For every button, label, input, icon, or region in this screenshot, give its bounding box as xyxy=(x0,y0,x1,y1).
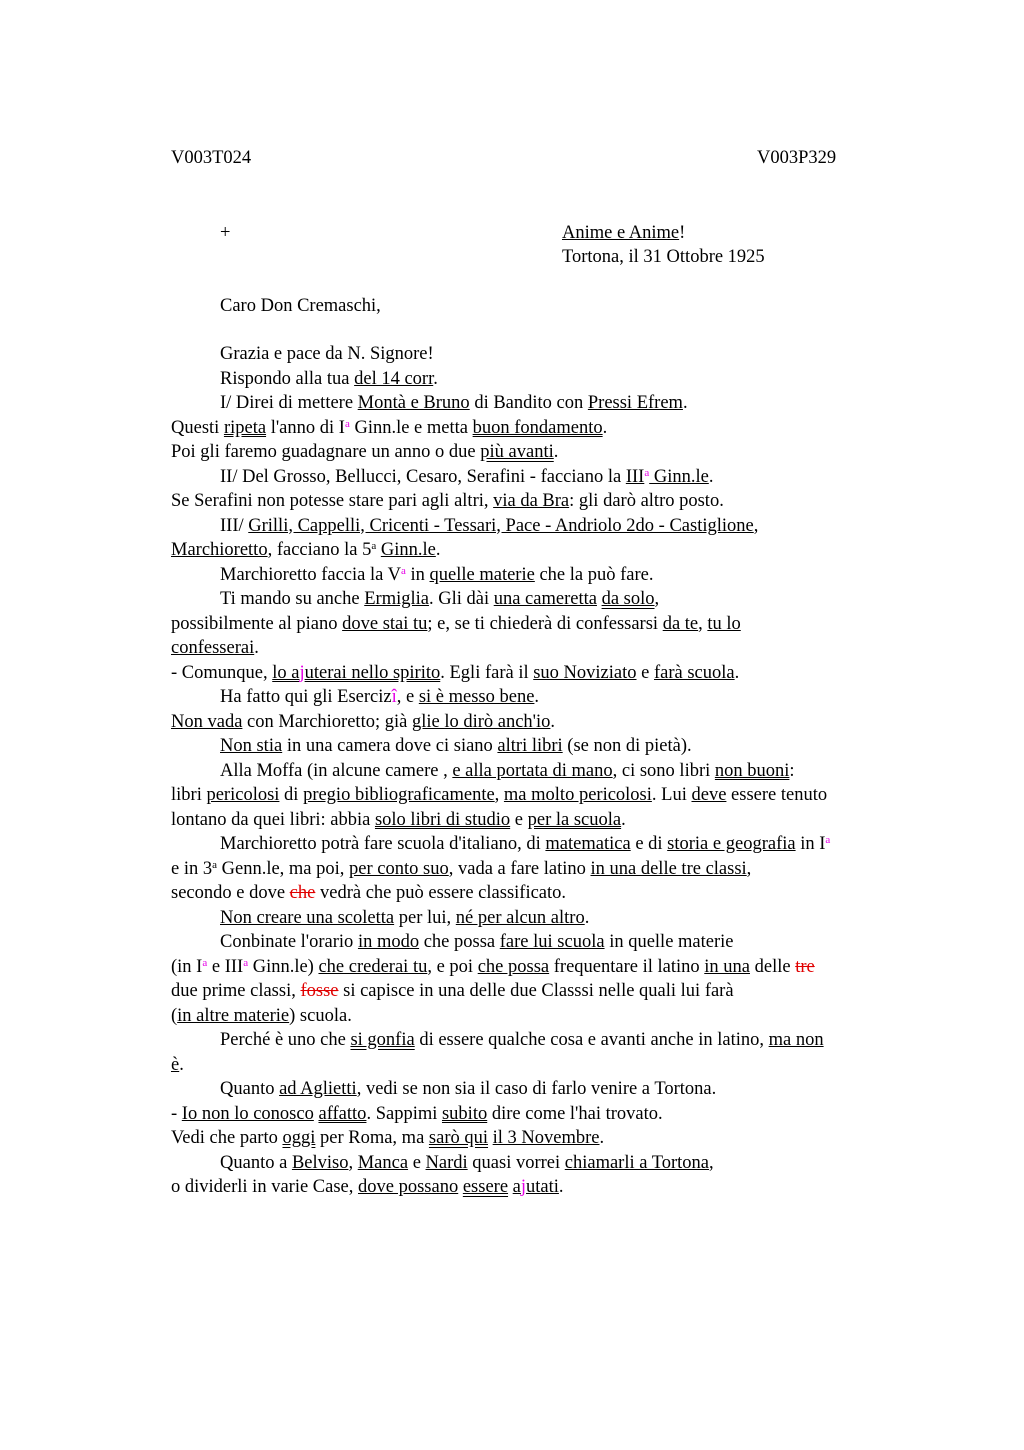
text-segment: . xyxy=(602,417,608,438)
text-segment: si capisce in una delle due Classsi nelle quali lui farà xyxy=(338,981,734,1001)
marked-text: j xyxy=(299,662,305,683)
text-segment: e xyxy=(636,662,654,683)
text-segment: in quelle materie xyxy=(604,932,734,952)
text-segment: : xyxy=(789,760,795,781)
letter-line xyxy=(171,1028,931,1053)
text-segment: , e xyxy=(396,687,419,707)
marked-text: in altre materie xyxy=(177,1005,290,1026)
letter-body xyxy=(171,342,931,1200)
text-segment: Ginn.le) xyxy=(248,956,319,977)
text-segment: di xyxy=(279,785,304,805)
text-segment: , xyxy=(698,613,708,634)
motto-text: Anime e Anime xyxy=(562,223,680,243)
superscript: a xyxy=(344,417,350,430)
text-segment: III/ xyxy=(220,515,249,536)
marked-text: III xyxy=(625,466,645,487)
marked-text: suo Noviziato xyxy=(533,662,637,683)
text-segment: . xyxy=(435,540,441,560)
marked-text: Non vada xyxy=(171,711,243,732)
document-code-right: V003P329 xyxy=(757,148,837,168)
struck-text: tre xyxy=(795,956,815,977)
text-segment: di Bandito con xyxy=(469,393,588,413)
letter-line xyxy=(171,808,931,833)
letter-line xyxy=(171,906,931,931)
marked-text: né per alcun altro xyxy=(455,907,585,928)
text-segment: , xyxy=(654,589,660,609)
letter-line xyxy=(171,685,931,710)
letter-line xyxy=(171,636,931,661)
text-segment: . xyxy=(550,711,556,732)
text-segment: , xyxy=(746,858,752,879)
letter-line xyxy=(171,1053,931,1078)
marked-text: Non stia xyxy=(220,736,283,756)
text-segment: Ti mando su anche xyxy=(220,589,365,609)
text-segment: Alla Moffa (in alcune camere , xyxy=(220,760,453,781)
text-segment: , xyxy=(753,515,759,536)
text-segment: secondo e dove xyxy=(171,883,290,903)
text-segment: ( xyxy=(171,1005,178,1026)
text-segment: Ha fatto qui gli Eserciz xyxy=(220,687,392,707)
cross-mark: + xyxy=(220,223,231,243)
marked-text: ma non xyxy=(768,1030,824,1050)
marked-text: Montà e Bruno xyxy=(357,393,470,413)
letter-line xyxy=(171,612,931,637)
letter-line xyxy=(171,416,931,441)
text-segment: Marchioretto faccia la V xyxy=(220,564,401,585)
text-segment: . xyxy=(621,809,626,830)
marked-text: affatto xyxy=(318,1103,367,1124)
marked-text: dove possano xyxy=(358,1177,459,1197)
text-segment: di essere qualche cosa e avanti anche in latino, xyxy=(414,1030,769,1050)
marked-text: Ginn.le xyxy=(649,466,709,487)
letter-line xyxy=(171,832,931,857)
letter-line xyxy=(171,391,931,416)
superscript: a xyxy=(202,956,208,969)
letter-line xyxy=(171,1175,931,1200)
text-segment: , xyxy=(709,1152,714,1173)
text-segment: che la può fare. xyxy=(534,564,654,585)
struck-text: che xyxy=(289,883,316,903)
letter-line xyxy=(171,1126,931,1151)
text-segment: ; e, se ti chiederà di confessarsi xyxy=(427,613,663,634)
marked-text: subito xyxy=(441,1103,488,1124)
text-segment: e xyxy=(408,1152,426,1173)
letter-line xyxy=(171,979,931,1004)
text-segment: I/ Direi di mettere xyxy=(220,393,358,413)
marked-text: più avanti xyxy=(480,442,554,462)
marked-text: tu lo xyxy=(707,613,741,634)
text-segment: . xyxy=(599,1128,605,1148)
text-segment: in una camera dove ci siano xyxy=(282,736,498,756)
text-segment: e xyxy=(510,809,528,830)
text-segment: . Sappimi xyxy=(366,1103,442,1124)
letter-line xyxy=(171,587,931,612)
marked-text: si è messo bene xyxy=(418,687,535,707)
text-segment: . xyxy=(734,662,740,683)
marked-text: a xyxy=(512,1177,521,1197)
text-segment: . Lui xyxy=(651,785,692,805)
letter-line xyxy=(171,1151,931,1176)
text-segment: . xyxy=(534,687,540,707)
marked-text: quelle materie xyxy=(429,564,535,585)
marked-text: storia e geografia xyxy=(667,834,796,854)
text-segment: . xyxy=(682,393,688,413)
text-segment: o dividerli in varie Case, xyxy=(171,1177,359,1197)
marked-text: Ermiglia xyxy=(364,589,429,609)
marked-text: Nardi xyxy=(425,1152,468,1173)
text-segment: . Gli dài xyxy=(428,589,494,609)
superscript: a xyxy=(400,564,406,577)
superscript: a xyxy=(243,956,249,969)
text-segment: , xyxy=(494,785,504,805)
marked-text: Pressi Efrem xyxy=(587,393,683,413)
letter-line xyxy=(171,661,931,686)
text-segment: per Roma, ma xyxy=(315,1128,429,1148)
marked-text: buon fondamento xyxy=(472,417,603,438)
marked-text: essere xyxy=(462,1177,509,1197)
letter-line xyxy=(171,514,931,539)
letter-line xyxy=(171,1004,931,1029)
letter-line xyxy=(171,342,931,367)
text-segment: frequentare il latino xyxy=(549,956,705,977)
text-segment: . xyxy=(553,442,559,462)
superscript: a xyxy=(644,466,650,479)
text-segment: , facciano la 5 xyxy=(267,540,372,560)
text-segment: Vedi che parto xyxy=(171,1128,283,1148)
marked-text: non buoni xyxy=(714,760,790,781)
marked-text: confesserai xyxy=(171,638,255,658)
text-segment: Grazia e pace da N. Signore! xyxy=(220,344,434,364)
marked-text: altri libri xyxy=(497,736,563,756)
text-segment: Conbinate l'orario xyxy=(220,932,358,952)
letter-line xyxy=(171,857,931,882)
text-segment: in I xyxy=(795,834,826,854)
letter-line xyxy=(171,538,931,563)
marked-text: fare lui scuola xyxy=(499,932,605,952)
text-segment: - Comunque, xyxy=(171,662,273,683)
text-segment: Quanto a xyxy=(220,1152,292,1173)
letter-line xyxy=(171,930,931,955)
text-segment: lontano da quei libri: abbia xyxy=(171,809,375,830)
document-code-left: V003T024 xyxy=(171,148,252,168)
marked-text: è xyxy=(171,1054,180,1075)
marked-text: pericolosi xyxy=(206,785,280,805)
marked-text: Belviso xyxy=(291,1152,349,1173)
marked-text: pregio bibliograficamente xyxy=(303,785,495,805)
marked-text: utati xyxy=(526,1177,559,1197)
letter-line xyxy=(171,955,931,980)
text-segment: , vada a fare latino xyxy=(448,858,591,879)
motto-mark: ! xyxy=(679,223,686,243)
marked-text: chiamarli a Tortona xyxy=(564,1152,710,1173)
marked-text: sarò qui xyxy=(428,1128,489,1148)
text-segment: - xyxy=(171,1103,182,1124)
text-segment: . xyxy=(433,368,438,389)
marked-text: ripeta xyxy=(223,417,267,438)
text-segment: Perché è uno che xyxy=(220,1030,351,1050)
marked-text: uterai nello spirito xyxy=(304,662,441,683)
text-segment: Ginn.le e metta xyxy=(349,417,473,438)
marked-text: si gonfia xyxy=(350,1030,415,1050)
marked-text: farà scuola xyxy=(653,662,735,683)
text-segment: che possa xyxy=(419,932,500,952)
text-segment: . xyxy=(584,907,590,928)
text-segment: . xyxy=(708,466,714,487)
text-segment: II/ Del Grosso, Bellucci, Cesaro, Serafini - facciano la xyxy=(220,466,626,487)
marked-text: in una xyxy=(704,956,750,977)
marked-text: oggi xyxy=(282,1128,316,1148)
letter-line xyxy=(171,563,931,588)
marked-text: dove stai tu xyxy=(342,613,428,634)
text-segment: e di xyxy=(630,834,668,854)
text-segment: Marchioretto potrà fare scuola d'italiano, di xyxy=(220,834,546,854)
text-segment: e III xyxy=(207,956,244,977)
text-segment: . Egli farà il xyxy=(440,662,534,683)
marked-text: Non creare una scoletta xyxy=(220,907,395,928)
marked-text: ma molto pericolosi xyxy=(503,785,652,805)
marked-text: da solo xyxy=(601,589,655,609)
text-segment: delle xyxy=(750,956,796,977)
text-segment: vedrà che può essere classificato. xyxy=(315,883,567,903)
letter-line xyxy=(171,734,931,759)
letter-line xyxy=(171,367,931,392)
marked-text: lo a xyxy=(272,662,300,683)
letter-line xyxy=(171,783,931,808)
text-segment: Rispondo alla tua xyxy=(220,368,355,389)
marked-text: del 14 corr xyxy=(354,368,434,389)
marked-text: Ginn.le xyxy=(380,540,436,560)
text-segment: Se Serafini non potesse stare pari agli altri, xyxy=(171,491,494,511)
text-segment: . xyxy=(179,1054,184,1075)
marked-text: da te xyxy=(662,613,699,634)
text-segment: Poi gli faremo guadagnare un anno o due xyxy=(171,442,481,462)
text-segment: (in I xyxy=(171,956,203,977)
text-segment: e in 3 xyxy=(171,858,213,879)
text-segment: . xyxy=(254,638,259,658)
marked-text: il 3 Novembre xyxy=(492,1128,600,1148)
superscript: a xyxy=(825,834,831,846)
text-segment: ) scuola. xyxy=(289,1005,352,1026)
letter-line xyxy=(171,489,931,514)
text-segment: per lui, xyxy=(394,907,456,928)
marked-text: Manca xyxy=(357,1152,409,1173)
marked-text: solo libri di studio xyxy=(374,809,511,830)
salutation: Caro Don Cremaschi, xyxy=(220,296,381,316)
text-segment: possibilmente al piano xyxy=(171,613,343,634)
text-segment: : gli darò altro posto. xyxy=(569,491,724,511)
letter-line xyxy=(171,465,931,490)
motto xyxy=(562,221,685,245)
text-segment: essere tenuto xyxy=(726,785,828,805)
text-segment: Questi xyxy=(171,417,224,438)
text-segment: (se non di pietà). xyxy=(562,736,692,756)
letter-line xyxy=(171,1102,931,1127)
marked-text: Io non lo conosco xyxy=(181,1103,314,1124)
text-segment: . xyxy=(558,1177,564,1197)
marked-text: e alla portata di mano xyxy=(452,760,613,781)
text-segment: libri xyxy=(171,785,207,805)
letter-line xyxy=(171,759,931,784)
marked-text: î xyxy=(391,687,397,707)
text-segment: Quanto xyxy=(220,1079,280,1099)
letter-line xyxy=(171,440,931,465)
letter-line xyxy=(171,881,931,906)
marked-text: in modo xyxy=(357,932,420,952)
text-segment: , ci sono libri xyxy=(612,760,715,781)
text-segment: due prime classi, xyxy=(171,981,301,1001)
marked-text: j xyxy=(520,1177,527,1197)
marked-text: Marchioretto xyxy=(171,540,268,560)
marked-text: per conto suo xyxy=(349,858,449,879)
text-segment: , e poi xyxy=(427,956,478,977)
letter-line xyxy=(171,1077,931,1102)
marked-text: deve xyxy=(691,785,727,805)
letter-date: Tortona, il 31 Ottobre 1925 xyxy=(562,247,765,267)
text-segment: Genn.le, ma poi, xyxy=(217,858,350,879)
marked-text: via da Bra xyxy=(493,491,570,511)
superscript: a xyxy=(371,540,377,552)
struck-text: fosse xyxy=(300,981,339,1001)
marked-text: in una delle tre classi xyxy=(590,858,747,879)
text-segment: l'anno di I xyxy=(266,417,345,438)
letter-line xyxy=(171,710,931,735)
marked-text: matematica xyxy=(545,834,631,854)
text-segment: quasi vorrei xyxy=(467,1152,565,1173)
marked-text: per la scuola xyxy=(527,809,622,830)
text-segment: dire come l'hai trovato. xyxy=(487,1103,663,1124)
marked-text: ad Aglietti xyxy=(279,1079,357,1099)
marked-text: glie lo dirò anch'io xyxy=(411,711,551,732)
marked-text: che possa xyxy=(477,956,550,977)
superscript: a xyxy=(212,858,217,871)
text-segment: , vedi se non sia il caso di farlo venire a Tortona. xyxy=(356,1079,717,1099)
text-segment: , xyxy=(348,1152,358,1173)
marked-text: che crederai tu xyxy=(318,956,428,977)
text-segment: con Marchioretto; già xyxy=(242,711,412,732)
marked-text: una cameretta xyxy=(493,589,597,609)
text-segment: in xyxy=(405,564,430,585)
marked-text: Grilli, Cappelli, Cricenti - Tessari, Pace - Andriolo 2do - Castiglione xyxy=(248,515,754,536)
